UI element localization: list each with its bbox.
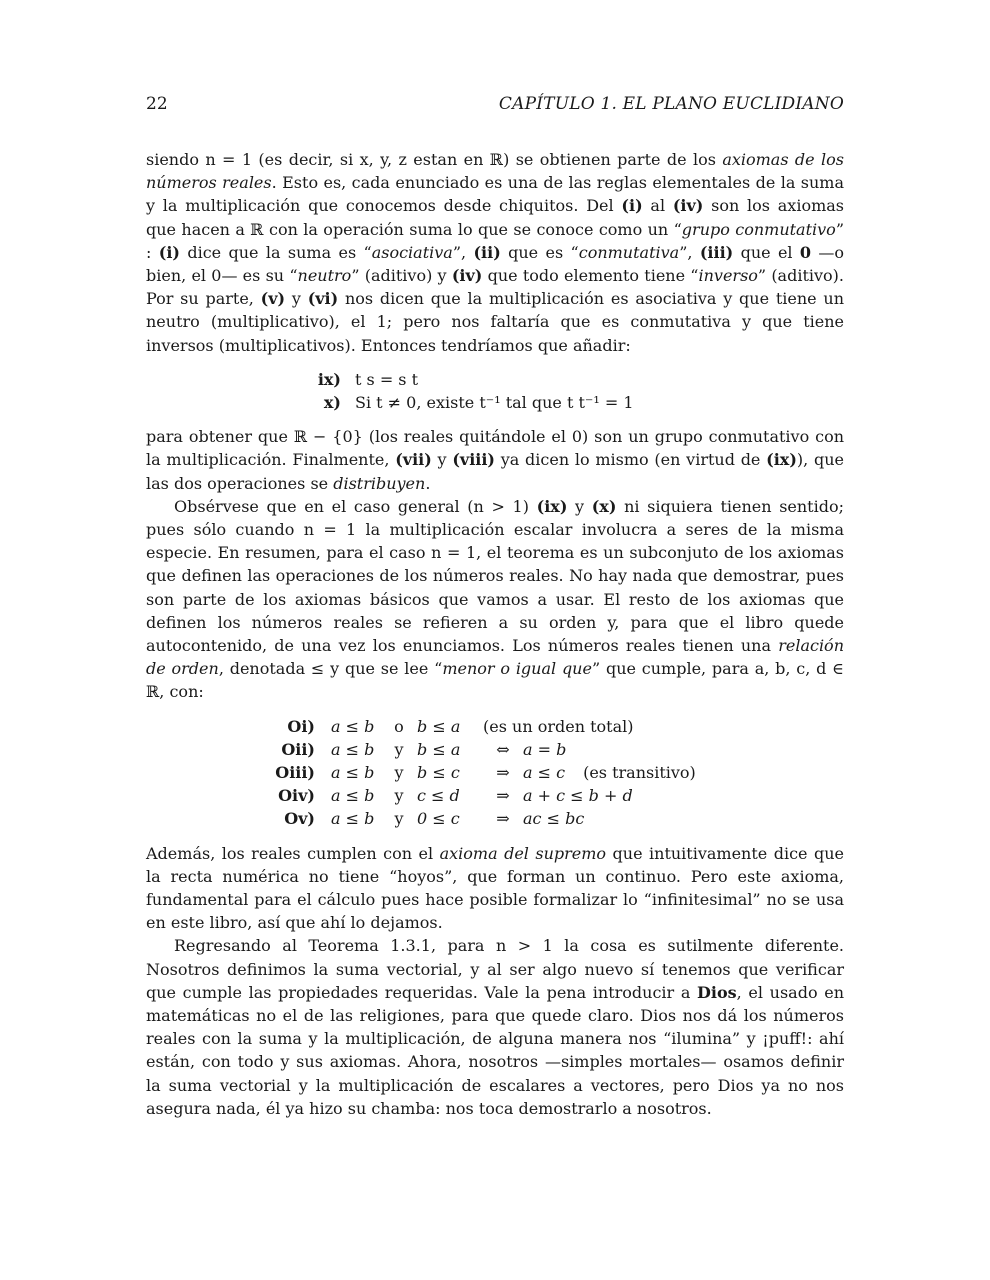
paragraph-supremum-axiom: Además, los reales cumplen con el axioma del supremo que intuitivamente dice que la recta numérica no tiene “hoyos”, que forman un continuo. Pero este axioma, fundamental para el cálculo pues hace posible formalizar lo “infinitesimal” no se usa en este libro, así que ahí lo dejamos. [146, 843, 845, 933]
equation-row [311, 391, 844, 414]
running-header [146, 94, 844, 118]
equation-row [311, 368, 844, 391]
order-axiom-row: Ov) a ≤ b y 0 ≤ c ⇒ ac ≤ bc [284, 809, 585, 829]
page-body [146, 148, 844, 1120]
book-page [146, 94, 844, 1120]
equation-label: x) [323, 393, 341, 413]
order-axiom-row: Oiv) a ≤ b y c ≤ d ⇒ a + c ≤ b + d [278, 786, 633, 806]
equation-text: t s = s t [355, 369, 419, 389]
chapter-title: CAPÍTULO 1. EL PLANO EUCLIDIANO [498, 94, 844, 114]
paragraph-order-relation: Obsérvese que en el caso general (n > 1) (ix) y (x) ni siquiera tienen sentido; pues sólo cuando n = 1 la multiplicación escalar involucra a seres de la misma especie. En resumen, para el caso n = 1, el teorema es un subconjuto de los axiomas que definen las operaciones de los números reales. No hay nada que demostrar, pues son parte de los axiomas básicos que vamos a usar. El resto de los axiomas que definen los números reales se refieren a su orden y, para que el libro quede autocontenido, de una vez los enunciamos. Los números reales tienen una relación de orden, denotada ≤ y que se lee “menor o igual que” que cumple, para a, b, c, d ∈ ℝ, con: [146, 496, 845, 702]
equation-block-ix-x [311, 368, 844, 414]
equation-text: Si t ≠ 0, existe t⁻¹ tal que t t⁻¹ = 1 [355, 393, 634, 413]
paragraph-real-axioms: siendo n = 1 (es decir, si x, y, z estan en ℝ) se obtienen parte de los axiomas de los números reales. Esto es, cada enunciado es una de las reglas elementales de la suma y la multiplicación que conocemos desde chiquitos. Del (i) al (iv) son los axiomas que hacen a ℝ con la operación suma lo que se conoce como un “grupo conmutativo” : (i) dice que la suma es “asociativa”, (ii) que es “conmutativa”, (iii) que el 0 —o bien, el 0— es su “neutro” (aditivo) y (iv) que todo elemento tiene “inverso” (aditivo). Por su parte, (v) y (vi) nos dicen que la multiplicación es asociativa y que tiene un neutro (multiplicativo), el 1; pero nos faltaría que es conmutativa y que tiene inversos (multiplicativos). Entonces tendríamos que añadir: [146, 150, 845, 355]
paragraph-commutative-group: para obtener que ℝ − {0} (los reales quitándole el 0) son un grupo conmutativo con la multiplicación. Finalmente, (vii) y (viii) ya dicen lo mismo (en virtud de (ix)), que las dos operaciones se distribuyen. [146, 427, 845, 493]
page-number: 22 [146, 94, 168, 114]
order-axiom-row: Oiii) a ≤ b y b ≤ c ⇒ a ≤ c (es transitivo) [275, 763, 696, 783]
paragraph-theorem-1-3-1: Regresando al Teorema 1.3.1, para n > 1 la cosa es sutilmente diferente. Nosotros definimos la suma vectorial, y al ser algo nuevo sí tenemos que verificar que cumple las propiedades requeridas. Vale la pena introducir a Dios, el usado en matemáticas no el de las religiones, para que quede claro. Dios nos dá los números reales con la suma y la multiplicación, de alguna manera nos “ilumina” y ¡puff!: ahí están, con todo y sus axiomas. Ahora, nosotros —simples mortales— osamos definir la suma vectorial y la multiplicación de escalares a vectores, pero Dios ya no nos asegura nada, él ya hizo su chamba: nos toca demostrarlo a nosotros. [146, 936, 844, 1118]
order-axiom-row: Oi) a ≤ b o b ≤ a (es un orden total) [287, 716, 634, 736]
order-axioms-block [271, 715, 844, 831]
equation-label: ix) [317, 369, 341, 389]
order-axiom-row: Oii) a ≤ b y b ≤ a ⇔ a = b [281, 739, 567, 759]
